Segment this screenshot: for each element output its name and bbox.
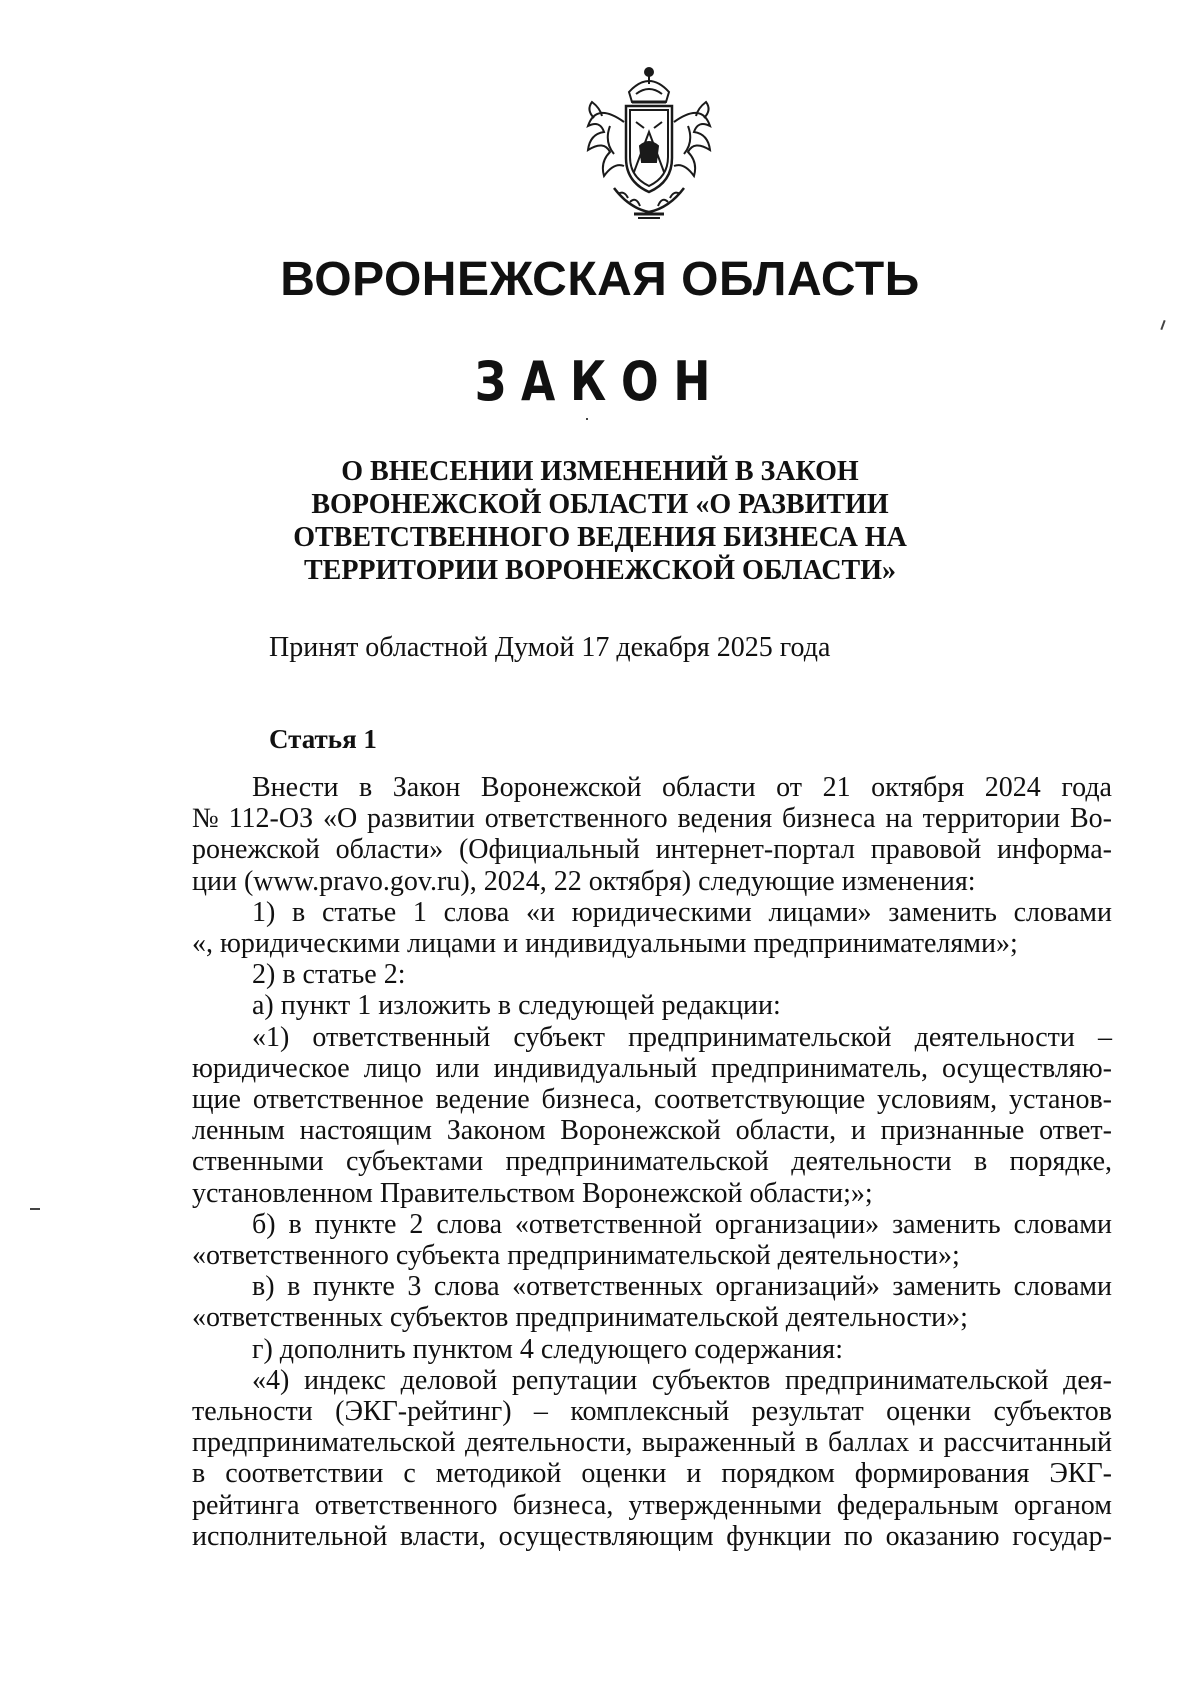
article-line: 1) в статье 1 слова «и юридическими лицами» заменить словами [252,896,1112,928]
article-line: ленным настоящим Законом Воронежской области, и признанные ответ- [192,1115,1112,1147]
article-line: «ответственного субъекта предпринимательской деятельности»; [192,1240,960,1272]
scan-artifact [1160,320,1165,330]
article-line: ронежской области» (Официальный интернет-портал правовой информа- [192,834,1112,866]
article-line: в) в пункте 3 слова «ответственных организаций» заменить словами [252,1271,1112,1303]
article-line: Внести в Закон Воронежской области от 21 октября 2024 года [252,772,1112,803]
article-line: тельности (ЭКГ-рейтинг) – комплексный результат оценки субъектов [192,1396,1112,1428]
article-line: щие ответственное ведение бизнеса, соответствующие условиям, установ- [192,1084,1112,1116]
article-line: № 112-ОЗ «О развитии ответственного ведения бизнеса на территории Во- [192,803,1112,835]
scan-artifact [586,418,588,420]
law-title-line: ОТВЕТСТВЕННОГО ВЕДЕНИЯ БИЗНЕСА НА [293,522,907,553]
law-title-line: ВОРОНЕЖСКОЙ ОБЛАСТИ «О РАЗВИТИИ [311,489,889,520]
law-title-line: О ВНЕСЕНИИ ИЗМЕНЕНИЙ В ЗАКОН [341,456,859,487]
article-line: юридическое лицо или индивидуальный предприниматель, осуществляю- [192,1052,1112,1084]
article-line: в соответствии с методикой оценки и порядком формирования ЭКГ- [192,1458,1112,1490]
scan-artifact [30,1208,40,1210]
adoption-date: Принят областной Думой 17 декабря 2025 года [269,632,831,663]
article-line: а) пункт 1 изложить в следующей редакции: [252,990,781,1022]
article-heading: Статья 1 [269,724,377,754]
article-line: б) в пункте 2 слова «ответственной организации» заменить словами [252,1208,1112,1240]
article-line: исполнительной власти, осуществляющим функции по оказанию государ- [192,1520,1112,1552]
region-title: ВОРОНЕЖСКАЯ ОБЛАСТЬ [280,253,920,306]
article-line: г) дополнить пунктом 4 следующего содержания: [252,1333,843,1365]
law-title [250,455,950,587]
article-line: «, юридическими лицами и индивидуальными предпринимателями»; [192,928,1018,960]
article-line: рейтинга ответственного бизнеса, утвержденными федеральным органом [192,1489,1112,1521]
article-line: ственными субъектами предпринимательской деятельности в порядке, [192,1146,1112,1178]
document-type: ЗАКОН [474,350,726,413]
voronezh-coat-of-arms-icon [574,62,724,222]
law-title-line: ТЕРРИТОРИИ ВОРОНЕЖСКОЙ ОБЛАСТИ» [303,555,897,586]
article-line: «1) ответственный субъект предпринимательской деятельности – [252,1021,1112,1053]
article-line: 2) в статье 2: [252,959,406,991]
article-body [192,772,1112,1552]
article-line: предпринимательской деятельности, выраженный в баллах и рассчитанный [192,1427,1112,1459]
article-line: установленном Правительством Воронежской области;»; [192,1177,873,1209]
article-line: «ответственных субъектов предпринимательской деятельности»; [192,1302,968,1334]
article-line: «4) индекс деловой репутации субъектов предпринимательской дея- [252,1364,1112,1396]
article-line: ции (www.pravo.gov.ru), 2024, 22 октября) следующие изменения: [192,865,976,897]
